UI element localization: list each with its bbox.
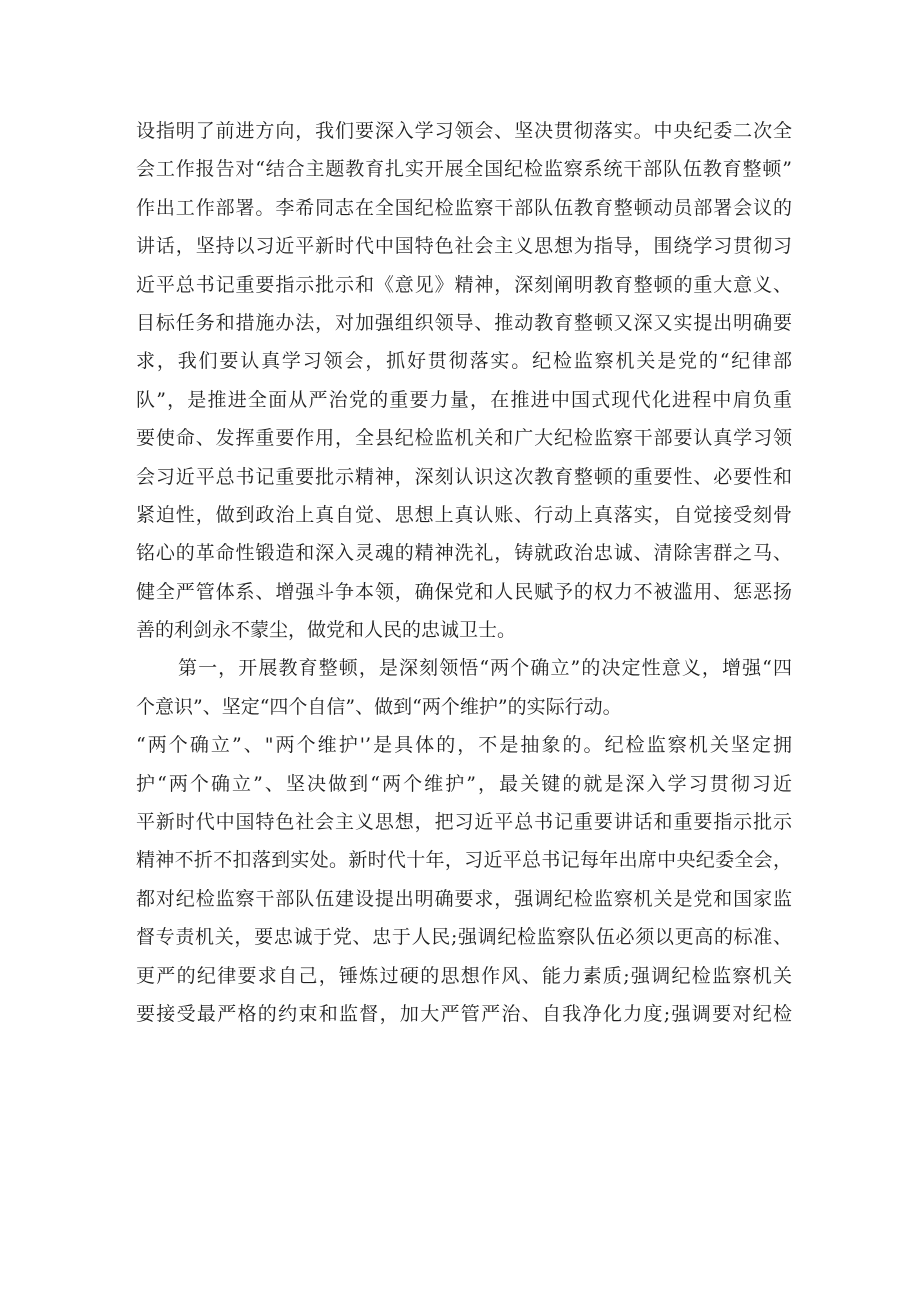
text-line: 会工作报告对“结合主题教育扎实开展全国纪检监察系统干部队伍教育整顿” (136, 158, 792, 181)
text-line: 讲话，坚持以习近平新时代中国特色社会主义思想为指导，围绕学习贯彻习 (136, 235, 792, 258)
text-line: 目标任务和措施办法，对加强组织领导、推动教育整顿又深又实提出明确要 (136, 311, 792, 334)
text-line: 个意识”、坚定“四个自信”、做到“两个维护”的实际行动。 (136, 695, 622, 718)
text-line: 平新时代中国特色社会主义思想，把习近平总书记重要讲话和重要指示批示 (136, 811, 792, 834)
text-line: 督专责机关，要忠诚于党、忠于人民;强调纪检监察队伍必须以更高的标准、 (136, 926, 792, 949)
text-line: 健全严管体系、增强斗争本领，确保党和人民赋予的权力不被滥用、惩恶扬 (136, 580, 792, 603)
text-line: 要使命、发挥重要作用，全县纪检监机关和广大纪检监察干部要认真学习领 (136, 427, 792, 450)
text-line: 护“两个确立”、坚决做到“两个维护”，最关键的就是深入学习贯彻习近 (136, 772, 792, 795)
text-line: 设指明了前进方向，我们要深入学习领会、坚决贯彻落实。中央纪委二次全 (136, 120, 792, 142)
text-line: 善的利剑永不蒙尘，做党和人民的忠诚卫士。 (136, 619, 517, 642)
text-line: 要接受最严格的约束和监督，加大严管严治、自我净化力度;强调要对纪检 (136, 1002, 792, 1025)
text-line: 精神不折不扣落到实处。新时代十年，习近平总书记每年出席中央纪委全会， (136, 849, 792, 872)
text-line: “两个确立”、"两个维护'’是具体的，不是抽象的。纪检监察机关坚定拥 (136, 734, 792, 757)
text-line: 队”，是推进全面从严治党的重要力量，在推进中国式现代化进程中肩负重 (136, 388, 792, 411)
text-line: 都对纪检监察干部队伍建设提出明确要求，强调纪检监察机关是党和国家监 (136, 887, 792, 910)
text-line: 会习近平总书记重要批示精神，深刻认识这次教育整顿的重要性、必要性和 (136, 465, 792, 488)
text-line: 铭心的革命性锻造和深入灵魂的精神洗礼，铸就政治忠诚、清除害群之马、 (136, 542, 792, 565)
text-line: 紧迫性，做到政治上真自觉、思想上真认账、行动上真落实，自觉接受刻骨 (136, 503, 792, 526)
text-line: 更严的纪律要求自己，锤炼过硬的思想作风、能力素质;强调纪检监察机关 (136, 964, 792, 987)
text-line: 第一，开展教育整顿，是深刻领悟“两个确立”的决定性意义，增强“四 (178, 657, 792, 680)
text-line: 求，我们要认真学习领会，抓好贯彻落实。纪检监察机关是党的“纪律部 (136, 350, 792, 373)
text-line: 近平总书记重要指示批示和《意见》精神，深刻阐明教育整顿的重大意义、 (136, 273, 792, 296)
document-body (136, 112, 792, 1033)
text-line: 作出工作部署。李希同志在全国纪检监察干部队伍教育整顿动员部署会议的 (136, 196, 792, 219)
